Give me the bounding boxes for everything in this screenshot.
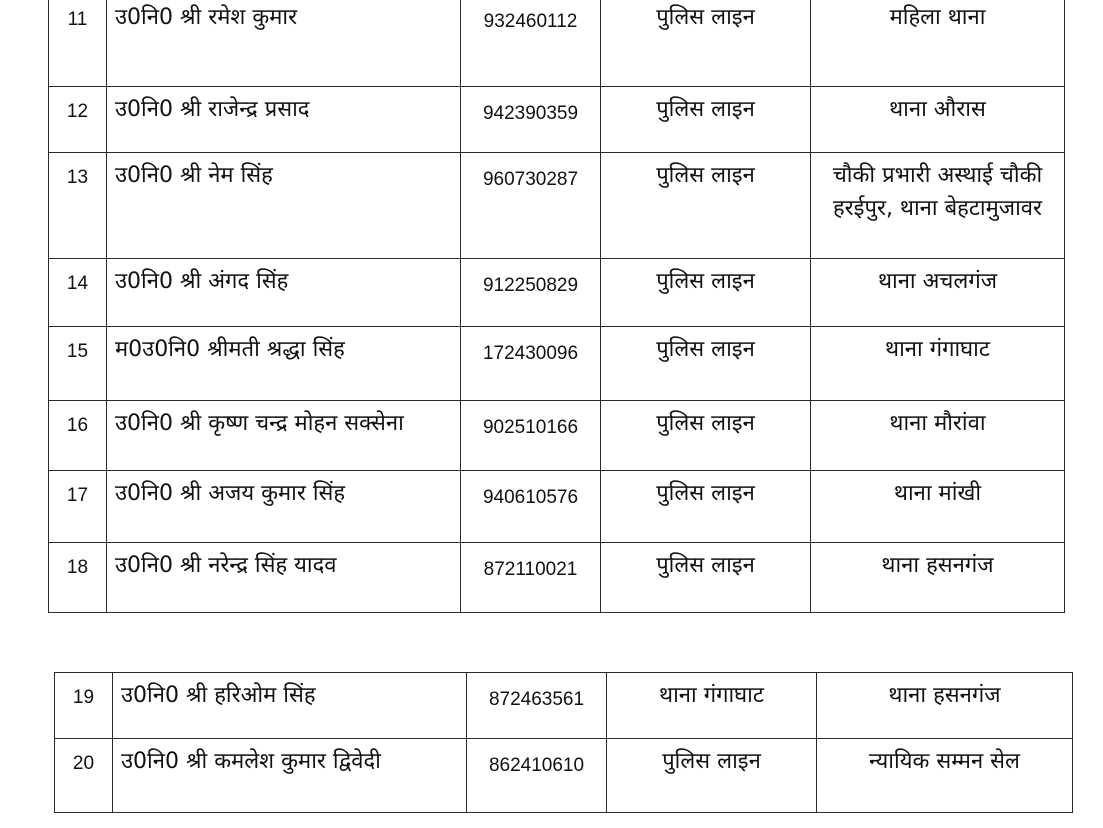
officer-name: उ0नि0 श्री रमेश कुमार xyxy=(107,0,461,87)
posted-to: चौकी प्रभारी अस्थाई चौकी हरईपुर, थाना बेहटामुजावर xyxy=(811,153,1065,259)
posted-from: पुलिस लाइन xyxy=(601,0,811,87)
posted-to: थाना हसनगंज xyxy=(817,673,1073,739)
posted-from: पुलिस लाइन xyxy=(601,327,811,401)
posted-from: पुलिस लाइन xyxy=(601,153,811,259)
officer-name: उ0नि0 श्री नेम सिंह xyxy=(107,153,461,259)
officer-name: उ0नि0 श्री राजेन्द्र प्रसाद xyxy=(107,87,461,153)
posted-to: थाना गंगाघाट xyxy=(811,327,1065,401)
posted-from: पुलिस लाइन xyxy=(601,259,811,327)
posted-to: थाना औरास xyxy=(811,87,1065,153)
phone-number: 172430096 xyxy=(461,327,601,401)
serial-number: 14 xyxy=(49,259,107,327)
posted-from: पुलिस लाइन xyxy=(607,739,817,813)
officer-name: उ0नि0 श्री हरिओम सिंह xyxy=(113,673,467,739)
serial-number: 20 xyxy=(55,739,113,813)
phone-number: 872463561 xyxy=(467,673,607,739)
serial-number: 11 xyxy=(49,0,107,87)
posted-from: पुलिस लाइन xyxy=(601,471,811,543)
officer-name: उ0नि0 श्री अजय कुमार सिंह xyxy=(107,471,461,543)
serial-number: 17 xyxy=(49,471,107,543)
serial-number: 19 xyxy=(55,673,113,739)
serial-number: 12 xyxy=(49,87,107,153)
table-row xyxy=(49,153,1065,259)
table-row xyxy=(49,401,1065,471)
transfer-table-1 xyxy=(48,0,1065,613)
table-row xyxy=(55,673,1073,739)
phone-number: 940610576 xyxy=(461,471,601,543)
officer-name: उ0नि0 श्री अंगद सिंह xyxy=(107,259,461,327)
phone-number: 872110021 xyxy=(461,543,601,613)
officer-name: म0उ0नि0 श्रीमती श्रद्धा सिंह xyxy=(107,327,461,401)
posted-to: थाना अचलगंज xyxy=(811,259,1065,327)
phone-number: 862410610 xyxy=(467,739,607,813)
posted-to: थाना मौरांवा xyxy=(811,401,1065,471)
posted-from: पुलिस लाइन xyxy=(601,87,811,153)
posted-to: महिला थाना xyxy=(811,0,1065,87)
posted-from: पुलिस लाइन xyxy=(601,543,811,613)
table-row xyxy=(49,471,1065,543)
posted-to: थाना मांखी xyxy=(811,471,1065,543)
transfer-table-2 xyxy=(54,672,1073,813)
serial-number: 13 xyxy=(49,153,107,259)
officer-name: उ0नि0 श्री नरेन्द्र सिंह यादव xyxy=(107,543,461,613)
posted-from: थाना गंगाघाट xyxy=(607,673,817,739)
serial-number: 18 xyxy=(49,543,107,613)
table-row xyxy=(49,327,1065,401)
table-row xyxy=(55,739,1073,813)
table-row xyxy=(49,0,1065,87)
posted-to: थाना हसनगंज xyxy=(811,543,1065,613)
serial-number: 16 xyxy=(49,401,107,471)
phone-number: 932460112 xyxy=(461,0,601,87)
officer-name: उ0नि0 श्री कृष्ण चन्द्र मोहन सक्सेना xyxy=(107,401,461,471)
phone-number: 912250829 xyxy=(461,259,601,327)
phone-number: 902510166 xyxy=(461,401,601,471)
posted-from: पुलिस लाइन xyxy=(601,401,811,471)
serial-number: 15 xyxy=(49,327,107,401)
table-row xyxy=(49,87,1065,153)
officer-name: उ0नि0 श्री कमलेश कुमार द्विवेदी xyxy=(113,739,467,813)
phone-number: 960730287 xyxy=(461,153,601,259)
table-row xyxy=(49,543,1065,613)
table-row xyxy=(49,259,1065,327)
posted-to: न्यायिक सम्मन सेल xyxy=(817,739,1073,813)
phone-number: 942390359 xyxy=(461,87,601,153)
